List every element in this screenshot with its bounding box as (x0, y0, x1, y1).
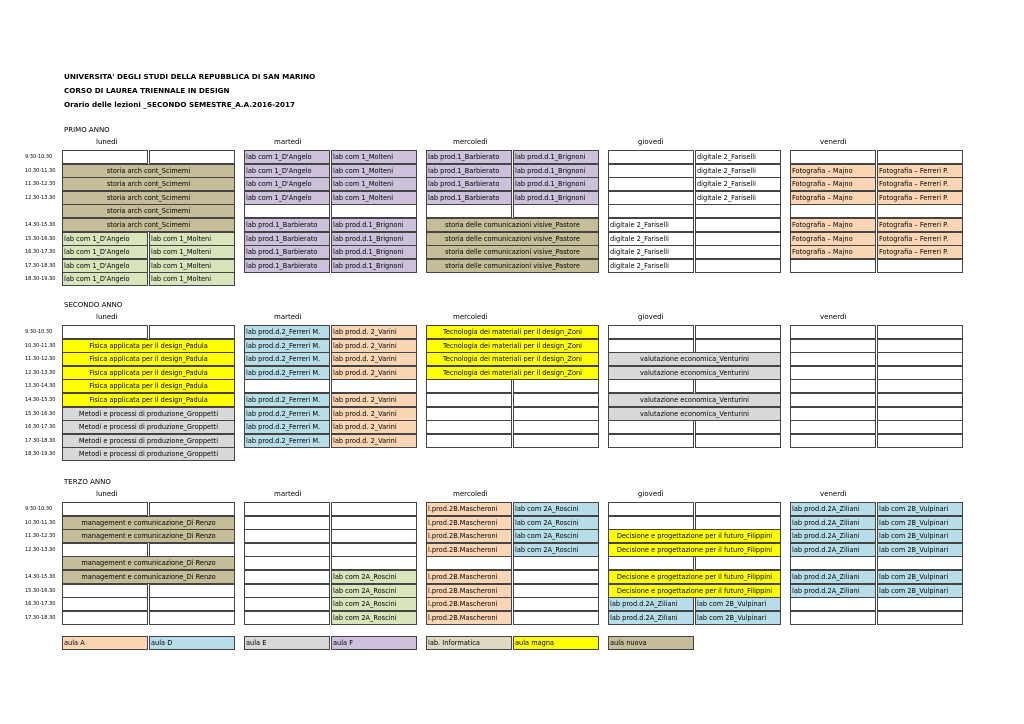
lesson-cell: lab com 2B_Vulpinari (877, 502, 963, 516)
lesson-cell: Fotografia – Majno (790, 164, 876, 178)
lesson-cell: lab prod.1_Barbierato (244, 259, 330, 273)
year-title: PRIMO ANNO (64, 126, 110, 134)
lesson-cell: lab com 1_Molteni (331, 177, 417, 191)
time-slot: 11.30-12.30 (25, 181, 56, 188)
lesson-cell: digitale 2_Fariselli (695, 150, 781, 164)
lesson-cell: Tecnologia dei materiali per il design_Zoni (426, 325, 599, 339)
lesson-cell: Fotografia – Majno (790, 232, 876, 246)
lesson-cell: lab prod.d. 2_Varini (331, 339, 417, 353)
lesson-cell: lab com 1_Molteni (331, 164, 417, 178)
empty-cell (331, 379, 417, 393)
empty-cell (149, 611, 235, 625)
empty-cell (513, 407, 599, 421)
empty-cell (244, 543, 330, 557)
lesson-cell: Fotografia – Majno (790, 218, 876, 232)
empty-cell (790, 611, 876, 625)
empty-cell (513, 379, 599, 393)
empty-cell (790, 420, 876, 434)
empty-cell (608, 177, 694, 191)
day-header: giovedì (638, 138, 664, 146)
empty-cell (695, 379, 781, 393)
lesson-cell: lab prod.d.1_Brignoni (513, 177, 599, 191)
lesson-cell: lab com 1_D'Angelo (62, 232, 148, 246)
lesson-cell: lab com 1_Molteni (331, 150, 417, 164)
lesson-cell: lab com 1_Molteni (331, 191, 417, 205)
empty-cell (790, 407, 876, 421)
empty-cell (513, 393, 599, 407)
time-slot: 17.30-18.30 (25, 262, 56, 269)
legend-item: aula nuova (608, 636, 694, 650)
lesson-cell: Metodi e processi di produzione_Groppetti (62, 447, 235, 461)
time-slot: 14.30-15.30 (25, 222, 56, 228)
empty-cell (244, 529, 330, 543)
empty-cell (331, 543, 417, 557)
lesson-cell: lab com 2A_Roscini (513, 516, 599, 530)
empty-cell (608, 502, 694, 516)
lesson-cell: lab prod.d.2_Ferreri M. (244, 325, 330, 339)
lesson-cell: valutazione economica_Venturini (608, 393, 781, 407)
lesson-cell: Tecnologia dei materiali per il design_Zoni (426, 352, 599, 366)
lesson-cell: storia delle comunicazioni visive_Pastore (426, 232, 599, 246)
empty-cell (62, 543, 148, 557)
lesson-cell: valutazione economica_Venturini (608, 366, 781, 380)
year-title: TERZO ANNO (64, 478, 111, 486)
time-slot: 12.30-13.30 (25, 369, 56, 376)
empty-cell (695, 325, 781, 339)
empty-cell (513, 584, 599, 598)
empty-cell (62, 325, 148, 339)
empty-cell (608, 556, 694, 570)
lesson-cell: lab prod.1_Barbierato (426, 150, 512, 164)
time-slot: 12.30-13.30 (25, 546, 56, 553)
lesson-cell: storia arch cont_Scimemi (62, 177, 235, 191)
lesson-cell: l.prod.2B.Mascheroni (426, 611, 512, 625)
lesson-cell: Fotografia – Ferreri P. (877, 218, 963, 232)
lesson-cell: l.prod.2B.Mascheroni (426, 502, 512, 516)
empty-cell (790, 352, 876, 366)
lesson-cell: lab prod.d.2_Ferreri M. (244, 434, 330, 448)
lesson-cell: lab com 2B_Vulpinari (877, 570, 963, 584)
lesson-cell: Metodi e processi di produzione_Groppetti (62, 407, 235, 421)
lesson-cell: lab com 2A_Roscini (513, 529, 599, 543)
lesson-cell: lab com 2B_Vulpinari (877, 543, 963, 557)
empty-cell (244, 584, 330, 598)
empty-cell (244, 556, 330, 570)
lesson-cell: valutazione economica_Venturini (608, 407, 781, 421)
empty-cell (790, 434, 876, 448)
day-header: mercoledì (453, 490, 488, 498)
lesson-cell: lab prod.1_Barbierato (426, 164, 512, 178)
lesson-cell: Fisica applicata per il design_Padula (62, 366, 235, 380)
empty-cell (149, 502, 235, 516)
lesson-cell: lab prod.1_Barbierato (426, 177, 512, 191)
lesson-cell: digitale 2_Fariselli (608, 259, 694, 273)
empty-cell (513, 611, 599, 625)
empty-cell (426, 434, 512, 448)
lesson-cell: Fotografia – Ferreri P. (877, 191, 963, 205)
lesson-cell: management e comunicazione_Di Renzo (62, 570, 235, 584)
time-slot: 18.30-19.30 (25, 451, 56, 458)
day-header: mercoledì (453, 138, 488, 146)
empty-cell (608, 420, 694, 434)
empty-cell (608, 150, 694, 164)
lesson-cell: storia arch cont_Scimemi (62, 191, 235, 205)
lesson-cell: lab prod.d. 2_Varini (331, 420, 417, 434)
lesson-cell: Fotografia – Ferreri P. (877, 164, 963, 178)
time-slot: 16.30-17.30 (25, 249, 56, 256)
lesson-cell: lab com 2A_Roscini (331, 597, 417, 611)
time-slot: 10.30-11.30 (25, 167, 56, 174)
empty-cell (608, 379, 694, 393)
lesson-cell: Fisica applicata per il design_Padula (62, 393, 235, 407)
empty-cell (244, 516, 330, 530)
day-header: martedì (274, 490, 302, 498)
lesson-cell: Decisione e progettazione per il futuro_Filippini (608, 570, 781, 584)
empty-cell (877, 611, 963, 625)
time-slot: 15.30-16.30 (25, 235, 56, 242)
lesson-cell: lab com 1_Molteni (149, 245, 235, 259)
lesson-cell: lab prod.d. 2_Varini (331, 325, 417, 339)
lesson-cell: lab prod.d.1_Brignoni (331, 218, 417, 232)
lesson-cell: Metodi e processi di produzione_Groppetti (62, 420, 235, 434)
empty-cell (790, 204, 876, 218)
lesson-cell: digitale 2_Fariselli (608, 218, 694, 232)
lesson-cell: Decisione e progettazione per il futuro_Filippini (608, 584, 781, 598)
lesson-cell: lab prod.1_Barbierato (244, 245, 330, 259)
empty-cell (695, 259, 781, 273)
lesson-cell: Decisione e progettazione per il futuro_Filippini (608, 529, 781, 543)
lesson-cell: lab com 1_D'Angelo (62, 259, 148, 273)
empty-cell (331, 516, 417, 530)
legend-item: aula F (331, 636, 417, 650)
empty-cell (244, 597, 330, 611)
empty-cell (877, 434, 963, 448)
empty-cell (695, 556, 781, 570)
lesson-cell: lab prod.d.2_Ferreri M. (244, 407, 330, 421)
lesson-cell: lab prod.d.2A_Ziliani (608, 597, 694, 611)
empty-cell (149, 543, 235, 557)
lesson-cell: lab com 1_D'Angelo (62, 245, 148, 259)
day-header: lunedì (96, 490, 118, 498)
lesson-cell: lab prod.d.1_Brignoni (513, 191, 599, 205)
lesson-cell: valutazione economica_Venturini (608, 352, 781, 366)
time-slot: 15.30-16.30 (25, 410, 56, 417)
empty-cell (62, 584, 148, 598)
lesson-cell: lab prod.d. 2_Varini (331, 352, 417, 366)
empty-cell (790, 366, 876, 380)
empty-cell (62, 150, 148, 164)
empty-cell (877, 325, 963, 339)
lesson-cell: lab com 1_D'Angelo (244, 150, 330, 164)
lesson-cell: lab com 2B_Vulpinari (877, 584, 963, 598)
lesson-cell: management e comunicazione_Di Renzo (62, 529, 235, 543)
lesson-cell: Tecnologia dei materiali per il design_Zoni (426, 366, 599, 380)
empty-cell (426, 204, 512, 218)
lesson-cell: management e comunicazione_Di Renzo (62, 516, 235, 530)
legend-item: aula D (149, 636, 235, 650)
empty-cell (695, 434, 781, 448)
lesson-cell: lab prod.d.2A_Ziliani (790, 584, 876, 598)
empty-cell (426, 556, 512, 570)
empty-cell (244, 570, 330, 584)
lesson-cell: digitale 2_Fariselli (695, 164, 781, 178)
lesson-cell: Decisione e progettazione per il futuro_Filippini (608, 543, 781, 557)
time-slot: 9.30-10.30 (25, 506, 53, 512)
lesson-cell: lab prod.d.1_Brignoni (513, 150, 599, 164)
lesson-cell: lab com 1_Molteni (149, 259, 235, 273)
lesson-cell: Fotografia – Ferreri P. (877, 177, 963, 191)
schedule-title: Orario delle lezioni _SECONDO SEMESTRE_A.A.2016-2017 (64, 100, 296, 109)
lesson-cell: lab com 2B_Vulpinari (877, 516, 963, 530)
empty-cell (426, 407, 512, 421)
time-slot: 11.30-12.30 (25, 533, 56, 540)
empty-cell (877, 379, 963, 393)
legend-item: aula A (62, 636, 148, 650)
time-slot: 9.30-10.30 (25, 154, 53, 160)
empty-cell (695, 232, 781, 246)
empty-cell (513, 597, 599, 611)
time-slot: 15.30-16.30 (25, 587, 56, 594)
empty-cell (149, 150, 235, 164)
empty-cell (608, 339, 694, 353)
lesson-cell: lab com 2A_Roscini (331, 570, 417, 584)
lesson-cell: lab prod.d.1_Brignoni (513, 164, 599, 178)
empty-cell (790, 150, 876, 164)
lesson-cell: lab prod.d.2A_Ziliani (790, 516, 876, 530)
time-slot: 10.30-11.30 (25, 519, 56, 526)
day-header: venerdì (820, 138, 847, 146)
lesson-cell: lab prod.d. 2_Varini (331, 434, 417, 448)
legend-item: aula E (244, 636, 330, 650)
lesson-cell: lab prod.1_Barbierato (244, 218, 330, 232)
empty-cell (790, 597, 876, 611)
lesson-cell: lab prod.d. 2_Varini (331, 407, 417, 421)
lesson-cell: l.prod.2B.Mascheroni (426, 543, 512, 557)
lesson-cell: Fisica applicata per il design_Padula (62, 352, 235, 366)
lesson-cell: lab prod.d.2_Ferreri M. (244, 420, 330, 434)
empty-cell (695, 502, 781, 516)
lesson-cell: lab prod.1_Barbierato (426, 191, 512, 205)
empty-cell (790, 259, 876, 273)
empty-cell (877, 556, 963, 570)
empty-cell (695, 218, 781, 232)
day-header: lunedì (96, 138, 118, 146)
empty-cell (426, 379, 512, 393)
lesson-cell: lab prod.d. 2_Varini (331, 393, 417, 407)
empty-cell (877, 150, 963, 164)
time-slot: 13.30-14.30 (25, 383, 56, 390)
empty-cell (877, 420, 963, 434)
empty-cell (513, 420, 599, 434)
lesson-cell: l.prod.2B.Mascheroni (426, 570, 512, 584)
empty-cell (608, 434, 694, 448)
lesson-cell: lab prod.d.2A_Ziliani (608, 611, 694, 625)
lesson-cell: storia arch cont_Scimemi (62, 218, 235, 232)
lesson-cell: lab prod.d.2A_Ziliani (790, 502, 876, 516)
empty-cell (790, 339, 876, 353)
empty-cell (695, 420, 781, 434)
lesson-cell: l.prod.2B.Mascheroni (426, 597, 512, 611)
time-slot: 10.30-11.30 (25, 342, 56, 349)
lesson-cell: Fotografia – Ferreri P. (877, 232, 963, 246)
empty-cell (608, 164, 694, 178)
lesson-cell: lab prod.d.1_Brignoni (331, 232, 417, 246)
day-header: giovedì (638, 313, 664, 321)
lesson-cell: lab prod.d.1_Brignoni (331, 245, 417, 259)
lesson-cell: lab prod.d.2_Ferreri M. (244, 339, 330, 353)
day-header: martedì (274, 138, 302, 146)
empty-cell (62, 611, 148, 625)
empty-cell (331, 556, 417, 570)
lesson-cell: Metodi e processi di produzione_Groppetti (62, 434, 235, 448)
empty-cell (331, 529, 417, 543)
day-header: giovedì (638, 490, 664, 498)
lesson-cell: lab com 2A_Roscini (331, 584, 417, 598)
empty-cell (877, 366, 963, 380)
empty-cell (695, 204, 781, 218)
empty-cell (244, 204, 330, 218)
time-slot: 14.30-15.30 (25, 574, 56, 580)
lesson-cell: lab com 2B_Vulpinari (695, 611, 781, 625)
legend-item: lab. Informatica (426, 636, 512, 650)
lesson-cell: lab prod.d.2_Ferreri M. (244, 352, 330, 366)
day-header: venerdì (820, 490, 847, 498)
time-slot: 16.30-17.30 (25, 424, 56, 431)
lesson-cell: Fisica applicata per il design_Padula (62, 339, 235, 353)
legend-item: aula magna (513, 636, 599, 650)
lesson-cell: lab com 1_Molteni (149, 272, 235, 286)
day-header: martedì (274, 313, 302, 321)
empty-cell (790, 379, 876, 393)
lesson-cell: lab prod.d.1_Brignoni (331, 259, 417, 273)
lesson-cell: storia delle comunicazioni visive_Pastore (426, 259, 599, 273)
time-slot: 17.30-18.30 (25, 437, 56, 444)
lesson-cell: Fotografia – Ferreri P. (877, 245, 963, 259)
empty-cell (244, 379, 330, 393)
lesson-cell: l.prod.2B.Mascheroni (426, 529, 512, 543)
year-title: SECONDO ANNO (64, 301, 123, 309)
empty-cell (877, 597, 963, 611)
lesson-cell: lab com 1_D'Angelo (244, 177, 330, 191)
empty-cell (331, 204, 417, 218)
empty-cell (149, 325, 235, 339)
empty-cell (244, 611, 330, 625)
lesson-cell: lab com 1_Molteni (149, 232, 235, 246)
lesson-cell: lab com 2B_Vulpinari (877, 529, 963, 543)
empty-cell (62, 502, 148, 516)
lesson-cell: lab com 1_D'Angelo (244, 164, 330, 178)
empty-cell (149, 597, 235, 611)
lesson-cell: digitale 2_Fariselli (695, 177, 781, 191)
lesson-cell: l.prod.2B.Mascheroni (426, 584, 512, 598)
empty-cell (513, 570, 599, 584)
lesson-cell: storia arch cont_Scimemi (62, 204, 235, 218)
empty-cell (513, 204, 599, 218)
day-header: venerdì (820, 313, 847, 321)
day-header: lunedì (96, 313, 118, 321)
lesson-cell: lab prod.1_Barbierato (244, 232, 330, 246)
time-slot: 12.30-13.30 (25, 194, 56, 201)
empty-cell (426, 420, 512, 434)
day-header: mercoledì (453, 313, 488, 321)
empty-cell (149, 584, 235, 598)
lesson-cell: lab com 2A_Roscini (513, 502, 599, 516)
course-title: CORSO DI LAUREA TRIENNALE IN DESIGN (64, 86, 230, 95)
lesson-cell: Fotografia – Majno (790, 245, 876, 259)
lesson-cell: lab com 2A_Roscini (513, 543, 599, 557)
lesson-cell: storia delle comunicazioni visive_Pastore (426, 245, 599, 259)
lesson-cell: Fisica applicata per il design_Padula (62, 379, 235, 393)
lesson-cell: Fotografia – Majno (790, 177, 876, 191)
lesson-cell: lab com 1_D'Angelo (62, 272, 148, 286)
lesson-cell: storia delle comunicazioni visive_Pastore (426, 218, 599, 232)
lesson-cell: digitale 2_Fariselli (608, 232, 694, 246)
time-slot: 14.30-15.30 (25, 397, 56, 403)
university-title: UNIVERSITA' DEGLI STUDI DELLA REPUBBLICA DI SAN MARINO (64, 72, 316, 81)
lesson-cell: Tecnologia dei materiali per il design_Zoni (426, 339, 599, 353)
time-slot: 9.30-10.30 (25, 329, 53, 335)
empty-cell (790, 556, 876, 570)
time-slot: 17.30-18.30 (25, 614, 56, 621)
empty-cell (877, 393, 963, 407)
time-slot: 16.30-17.30 (25, 601, 56, 608)
empty-cell (695, 245, 781, 259)
lesson-cell: lab prod.d.2_Ferreri M. (244, 393, 330, 407)
lesson-cell: lab prod.d. 2_Varini (331, 366, 417, 380)
empty-cell (877, 339, 963, 353)
lesson-cell: lab com 2A_Roscini (331, 611, 417, 625)
empty-cell (426, 393, 512, 407)
lesson-cell: digitale 2_Fariselli (695, 191, 781, 205)
lesson-cell: lab prod.d.2_Ferreri M. (244, 366, 330, 380)
empty-cell (695, 516, 781, 530)
empty-cell (608, 204, 694, 218)
lesson-cell: l.prod.2B.Mascheroni (426, 516, 512, 530)
lesson-cell: management e comunicazione_Di Renzo (62, 556, 235, 570)
lesson-cell: lab prod.d.2A_Ziliani (790, 543, 876, 557)
empty-cell (608, 325, 694, 339)
lesson-cell: lab prod.d.2A_Ziliani (790, 570, 876, 584)
empty-cell (331, 502, 417, 516)
lesson-cell: storia arch cont_Scimemi (62, 164, 235, 178)
lesson-cell: lab com 2B_Vulpinari (695, 597, 781, 611)
empty-cell (608, 516, 694, 530)
empty-cell (877, 259, 963, 273)
time-slot: 18.30-19.30 (25, 276, 56, 283)
lesson-cell: lab com 1_D'Angelo (244, 191, 330, 205)
empty-cell (513, 556, 599, 570)
lesson-cell: lab prod.d.2A_Ziliani (790, 529, 876, 543)
empty-cell (513, 434, 599, 448)
empty-cell (877, 204, 963, 218)
empty-cell (790, 393, 876, 407)
empty-cell (877, 352, 963, 366)
lesson-cell: digitale 2_Fariselli (608, 245, 694, 259)
empty-cell (62, 597, 148, 611)
empty-cell (877, 407, 963, 421)
time-slot: 11.30-12.30 (25, 356, 56, 363)
empty-cell (244, 502, 330, 516)
lesson-cell: Fotografia – Majno (790, 191, 876, 205)
empty-cell (608, 191, 694, 205)
empty-cell (695, 339, 781, 353)
empty-cell (790, 325, 876, 339)
